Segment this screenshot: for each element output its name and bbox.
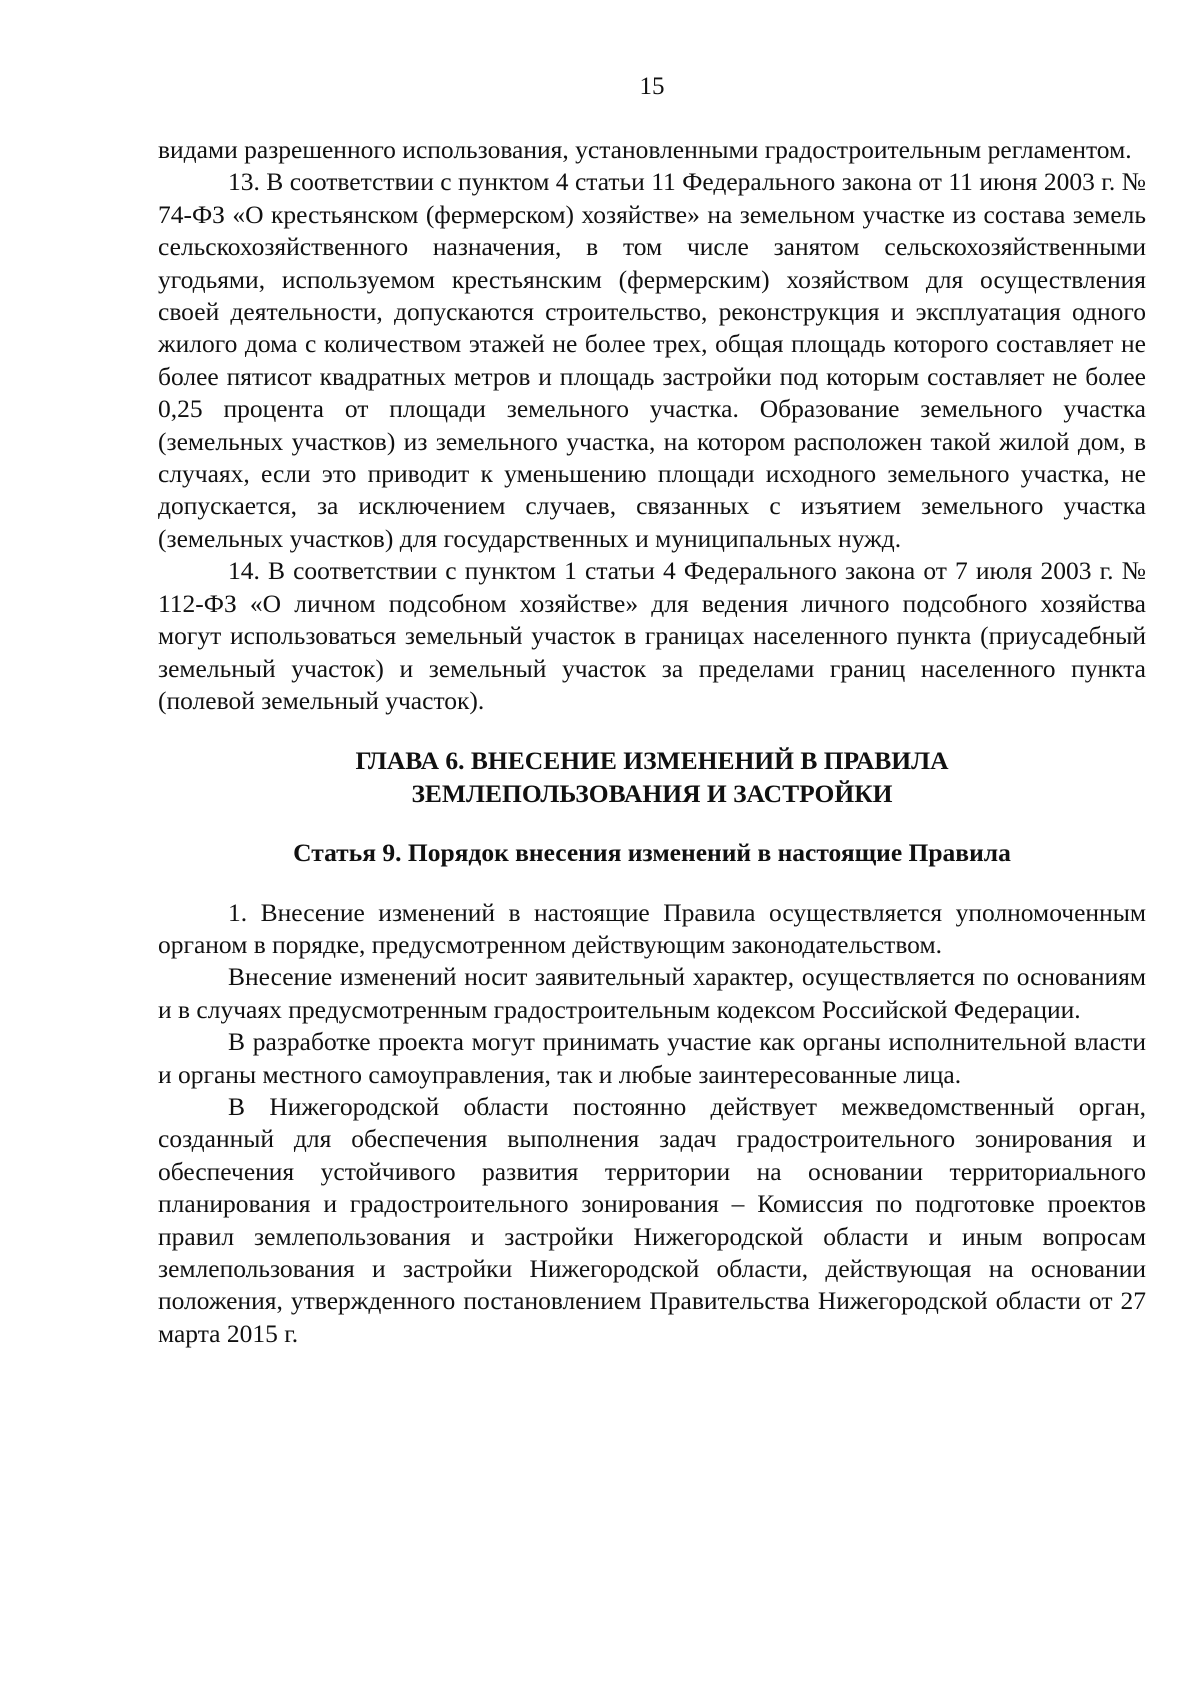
article-paragraph-3: В разработке проекта могут принимать участие как органы исполнительной власти и органы местного самоуправления, так и любые заинтересованные лица. [158,1027,1146,1089]
article-paragraph-2: Внесение изменений носит заявительный характер, осуществляется по основаниям и в случаях предусмотренным градостроительным кодексом Российской Федерации. [158,962,1146,1024]
article-paragraph-4: В Нижегородской области постоянно действует межведомственный орган, созданный для обеспечения выполнения задач градостроительного зонирования и обеспечения устойчивого развития территории на основании территориального планирования и градостроительного зонирования – Комиссия по подготовке проектов правил землепользования и застройки Нижегородской области и иным вопросам землепользования и застройки Нижегородской области, действующая на основании положения, утвержденного постановлением Правительства Нижегородской области от 27 марта 2015 г. [158,1091,1146,1348]
chapter-title-line-2: ЗЕМЛЕПОЛЬЗОВАНИЯ И ЗАСТРОЙКИ [411,778,893,808]
paragraph-item-13: 13. В соответствии с пунктом 4 статьи 11 Федерального закона от 11 июня 2003 г. № 74-ФЗ «О крестьянском (фермерском) хозяйстве» на земельном участке из состава земель сельскохозяйственного назначения, в том числе занятом сельскохозяйственными угодьями, используемом крестьянским (фермерским) хозяйством для осуществления своей деятельности, допускаются строительство, реконструкция и эксплуатация одного жилого дома с количеством этажей не более трех, общая площадь которого составляет не более пятисот квадратных метров и площадь застройки под которым составляет не более 0,25 процента от площади земельного участка. Образование земельного участка (земельных участков) из земельного участка, на котором расположен такой жилой дом, в случаях, если это приводит к уменьшению площади исходного земельного участка, не допускается, за исключением случаев, связанных с изъятием земельного участка (земельных участков) для государственных и муниципальных нужд. [158,167,1146,553]
page-number: 15 [639,73,665,100]
article-paragraph-1: 1. Внесение изменений в настоящие Правила осуществляется уполномоченным органом в порядке, предусмотренном действующим законодательством. [158,897,1146,959]
paragraph-item-14: 14. В соответствии с пунктом 1 статьи 4 Федерального закона от 7 июля 2003 г. № 112-ФЗ «О личном подсобном хозяйстве» для ведения личного подсобного хозяйства могут использоваться земельный участок в границах населенного пункта (приусадебный земельный участок) и земельный участок за пределами границ населенного пункта (полевой земельный участок). [158,556,1146,715]
chapter-title-line-1: ГЛАВА 6. ВНЕСЕНИЕ ИЗМЕНЕНИЙ В ПРАВИЛА [355,746,949,776]
paragraph-continuation: видами разрешенного использования, установленными градостроительным регламентом. [158,135,1132,164]
document-body [158,134,1146,1350]
chapter-title [158,745,1146,810]
article-title: Статья 9. Порядок внесения изменений в настоящие Правила [293,838,1011,868]
